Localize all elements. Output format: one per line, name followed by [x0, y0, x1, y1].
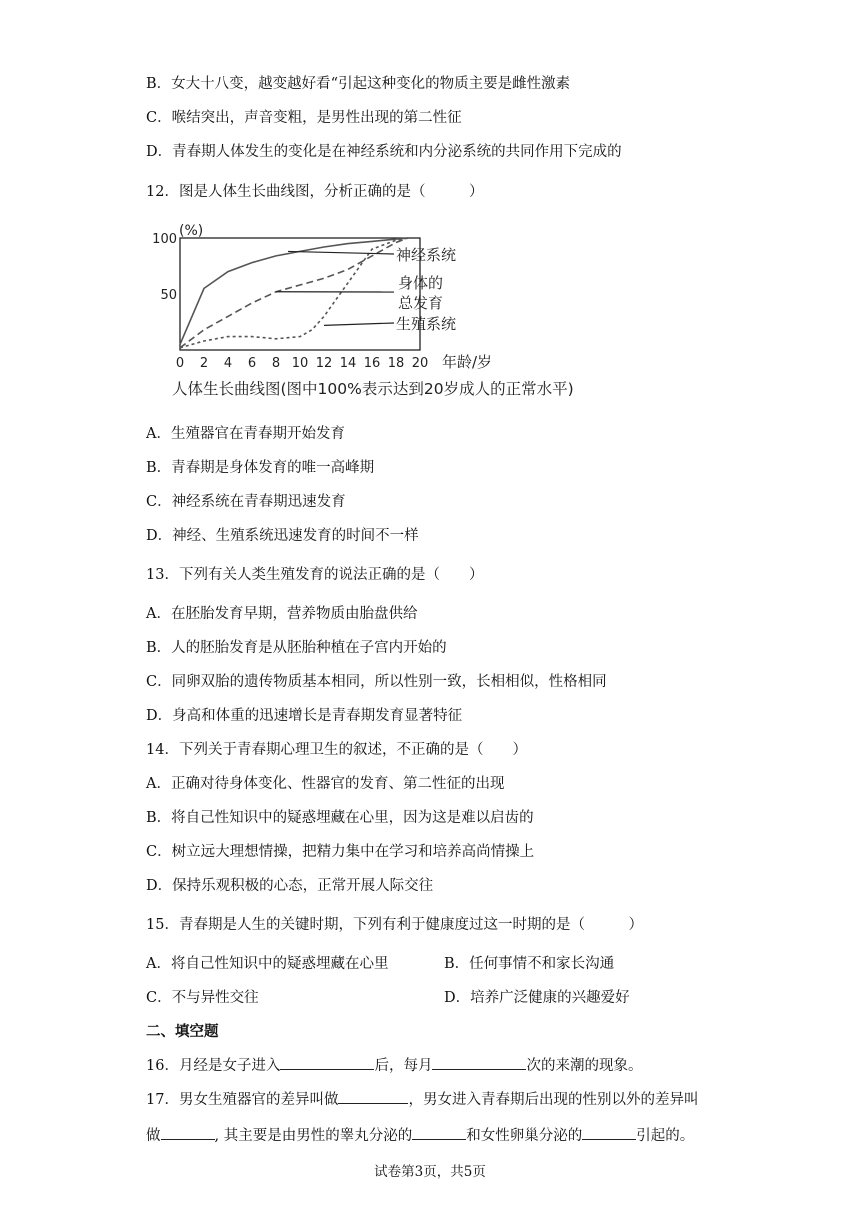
q14-option-a: A．正确对待身体变化、性器官的发育、第二性征的出现 [146, 776, 505, 792]
x-tick-label: 0 [175, 356, 185, 371]
q14-option-b: B．将自己性知识中的疑惑埋藏在心里，因为这是难以启齿的 [146, 810, 534, 826]
q15-option-a: A．将自己性知识中的疑惑埋藏在心里 [146, 956, 389, 972]
x-tick-label: 6 [247, 356, 257, 371]
q12-stem: 12．图是人体生长曲线图，分析正确的是（ ） [146, 184, 484, 200]
label-body-2: 总发育 [398, 294, 444, 312]
q17-blank-2 [161, 1125, 215, 1140]
x-axis-label: 年龄/岁 [442, 353, 493, 371]
q14-option-c: C．树立远大理想情操，把精力集中在学习和培养高尚情操上 [146, 844, 535, 860]
q17-blank-3 [412, 1125, 466, 1140]
q11-option-b: B．女大十八变，越变越好看“引起这种变化的物质主要是雌性激素 [146, 76, 571, 92]
chart-axes [180, 238, 420, 350]
q16-blank-2 [432, 1055, 526, 1070]
q16-text-2: 后，每月 [374, 1058, 433, 1074]
q13-option-b: B．人的胚胎发育是从胚胎种植在子宫内开始的 [146, 640, 447, 656]
q17-blank-1 [338, 1089, 408, 1104]
q17-text-5: 和女性卵巢分泌的 [466, 1128, 583, 1144]
x-tick-label: 18 [387, 356, 405, 371]
leader-line-3 [324, 323, 394, 325]
label-body-1: 身体的 [398, 274, 444, 292]
chart-caption: 人体生长曲线图(图中100%表示达到20岁成人的正常水平) [172, 380, 574, 398]
q13-option-c: C．同卵双胎的遗传物质基本相同，所以性别一致，长相相似，性格相同 [146, 674, 607, 690]
growth-curve-chart [150, 216, 590, 406]
y-axis-unit: (%) [179, 223, 204, 239]
y-tick-label: 100 [152, 232, 177, 247]
x-tick-label: 8 [271, 356, 281, 371]
plot-frame [180, 238, 420, 350]
q17-text-2: ，男女进入青春期后出现的性别以外的差异叫 [408, 1092, 699, 1108]
chart-label-leaders [276, 251, 394, 325]
q16 [146, 1054, 642, 1075]
q16-blank-1 [280, 1055, 374, 1070]
label-repro: 生殖系统 [396, 315, 457, 333]
x-tick-label: 14 [339, 356, 357, 371]
q15-stem: 15．青春期是人生的关键时期，下列有利于健康度过这一时期的是（ ） [146, 917, 643, 933]
q17-text-3: 做 [146, 1128, 161, 1144]
q17-text-1: 17．男女生殖器官的差异叫做 [146, 1092, 339, 1108]
q17-line-1 [146, 1088, 698, 1109]
q12-option-b: B．青春期是身体发育的唯一高峰期 [146, 460, 375, 476]
q13-option-a: A．在胚胎发育早期，营养物质由胎盘供给 [146, 606, 418, 622]
q15-option-b: B．任何事情不和家长沟通 [444, 956, 615, 972]
q17-text-6: 引起的。 [636, 1128, 695, 1144]
q17-text-4: , 其主要是由男性的睾丸分泌的 [214, 1128, 413, 1144]
q13-stem: 13．下列有关人类生殖发育的说法正确的是（ ） [146, 567, 484, 583]
chart-series [180, 238, 408, 348]
label-nerve: 神经系统 [396, 246, 457, 264]
q12-option-a: A．生殖器官在青春期开始发育 [146, 426, 345, 442]
x-tick-label: 20 [411, 356, 429, 371]
x-tick-label: 10 [291, 356, 309, 371]
x-tick-label: 2 [199, 356, 209, 371]
y-tick-label: 50 [160, 288, 177, 303]
q16-text-1: 16．月经是女子进入 [146, 1058, 281, 1074]
q15-option-c: C．不与异性交往 [146, 990, 259, 1006]
q16-text-3: 次的来潮的现象。 [526, 1058, 643, 1074]
q17-line-2 [146, 1124, 694, 1145]
q12-option-c: C．神经系统在青春期迅速发育 [146, 494, 346, 510]
q13-option-d: D．身高和体重的迅速增长是青春期发育显著特征 [146, 708, 463, 724]
page-footer: 试卷第3页，共5页 [374, 1164, 486, 1180]
q14-option-d: D．保持乐观积极的心态，正常开展人际交往 [146, 878, 434, 894]
q11-option-c: C．喉结突出，声音变粗，是男性出现的第二性征 [146, 110, 462, 126]
q14-stem: 14．下列关于青春期心理卫生的叙述，不正确的是（ ） [146, 742, 527, 758]
x-tick-label: 12 [315, 356, 333, 371]
series-line-2 [180, 238, 408, 348]
q12-option-d: D．神经、生殖系统迅速发育的时间不一样 [146, 528, 419, 544]
series-line-3 [180, 238, 408, 348]
section-heading-fill-in: 二、填空题 [146, 1023, 219, 1040]
x-tick-label: 16 [363, 356, 381, 371]
x-tick-label: 4 [223, 356, 233, 371]
q11-option-d: D．青春期人体发生的变化是在神经系统和内分泌系统的共同作用下完成的 [146, 144, 622, 160]
q15-option-d: D．培养广泛健康的兴趣爱好 [444, 990, 630, 1006]
q17-blank-4 [582, 1125, 636, 1140]
